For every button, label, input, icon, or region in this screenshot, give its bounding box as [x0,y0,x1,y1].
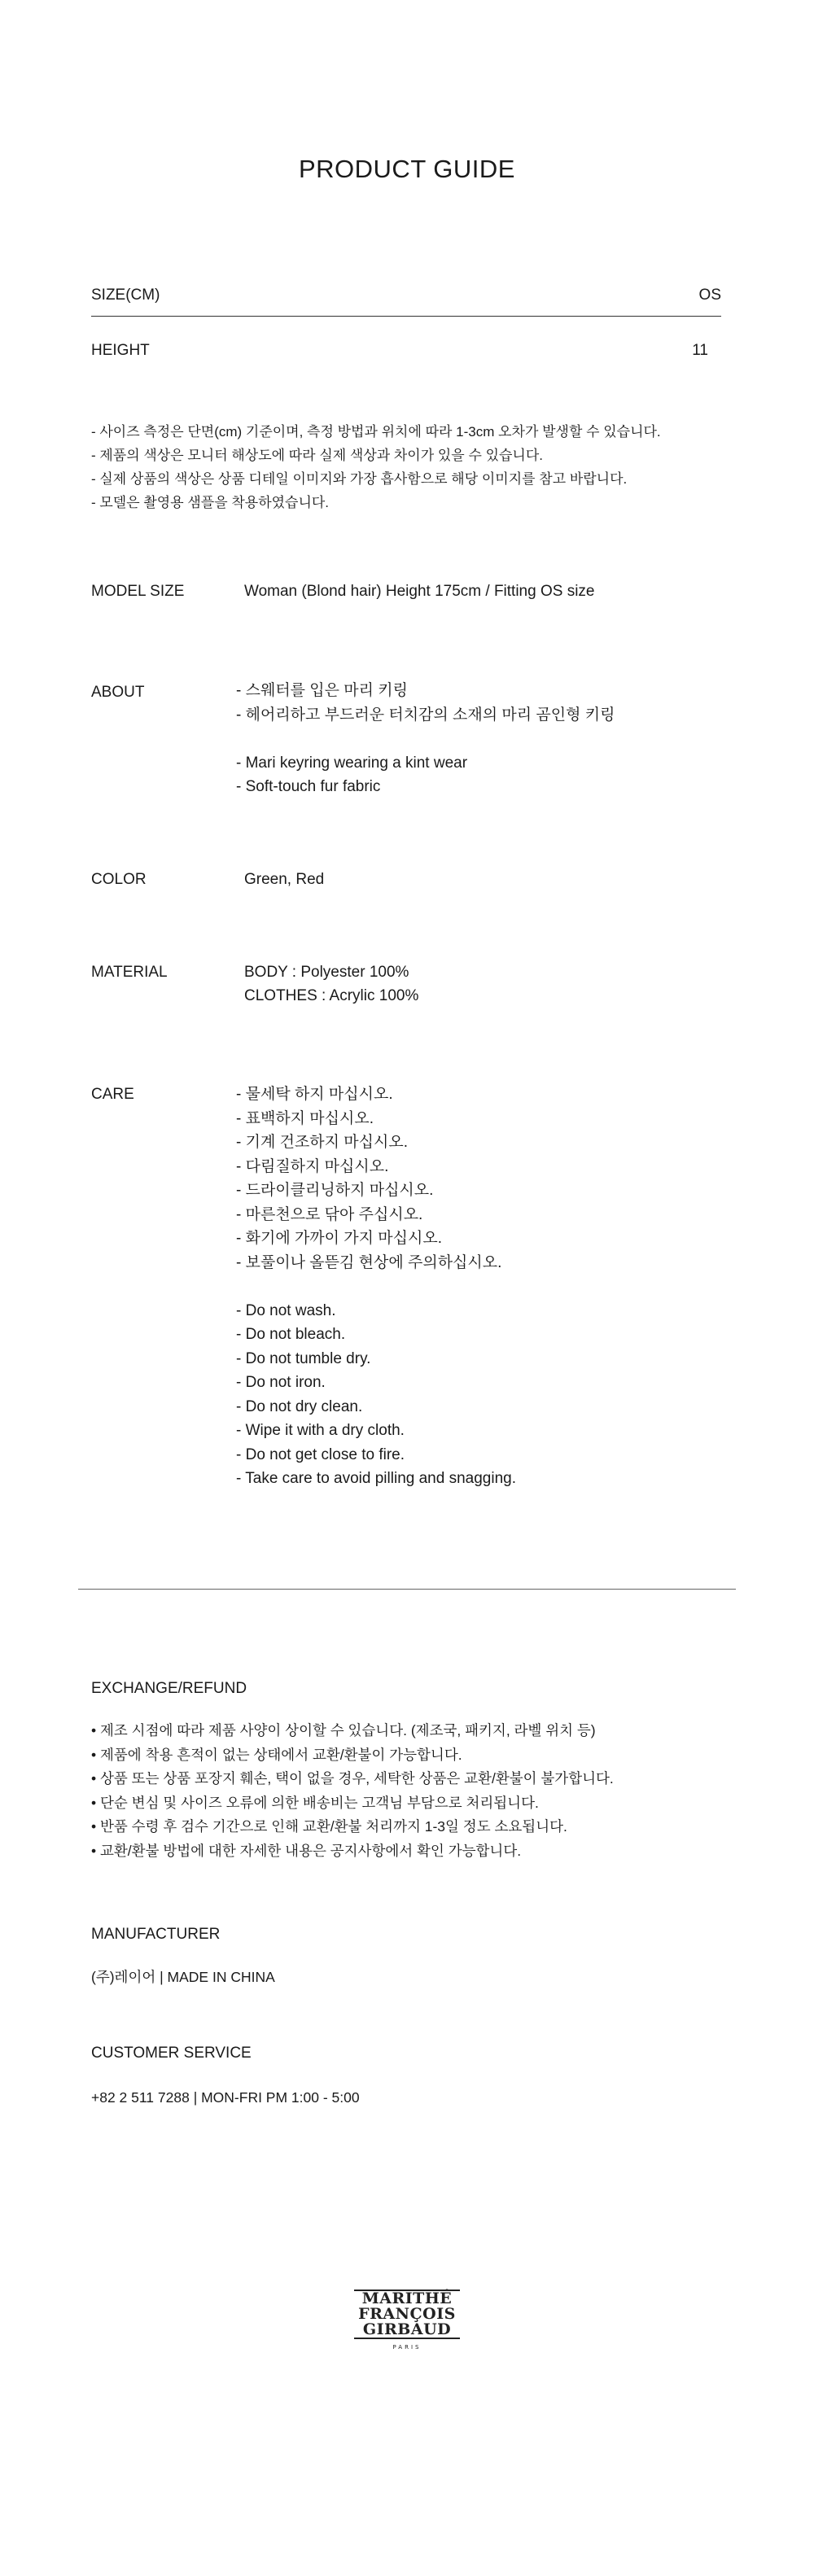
exchange-line: • 제조 시점에 따라 제품 사양이 상이할 수 있습니다. (제조국, 패키지, 라벨 위치 등) [91,1722,596,1738]
manufacturer-value: (주)레이어 | MADE IN CHINA [91,1969,275,1985]
care-line: - Do not dry clean. [236,1397,363,1415]
care-line: - Do not bleach. [236,1326,346,1343]
care-line: - Wipe it with a dry cloth. [236,1422,405,1439]
exchange-line: • 교환/환불 방법에 대한 자세한 내용은 공지사항에서 확인 가능합니다. [91,1842,522,1859]
about-line: - Mari keyring wearing a kint wear [236,754,468,772]
section-divider [78,1589,736,1590]
height-value: 11 [692,342,708,359]
material-list [244,960,418,1008]
care-line: - 물세탁 하지 마십시오. [236,1086,393,1103]
about-line: - 헤어리하고 부드러운 터치감의 소재의 마리 곰인형 키링 [236,706,615,724]
exchange-title: EXCHANGE/REFUND [91,1680,247,1697]
exchange-line: • 제품에 착용 흔적이 없는 상태에서 교환/환불이 가능합니다. [91,1746,462,1763]
size-table-row-height [91,342,708,360]
logo-line: GIRBAUD [362,2320,452,2338]
logo-line: MARITHÉ [361,2290,453,2307]
material-label: MATERIAL [91,964,168,981]
size-table-header [91,286,721,304]
manufacturer-title: MANUFACTURER [91,1926,221,1943]
model-size-label: MODEL SIZE [91,583,185,600]
care-line: - 기계 건조하지 마십시오. [236,1134,408,1151]
care-line: - 보풀이나 올뜯김 현상에 주의하십시오. [236,1253,502,1271]
customer-service-value: +82 2 511 7288 | MON-FRI PM 1:00 - 5:00 [91,2089,360,2106]
care-line: - 드라이클리닝하지 마십시오. [236,1182,434,1199]
page-title: PRODUCT GUIDE [298,155,515,183]
care-line: - Do not iron. [236,1374,326,1391]
care-line: - Do not get close to fire. [236,1445,405,1463]
material-line: BODY : Polyester 100% [244,964,409,981]
care-line: - 다림질하지 마십시오. [236,1157,389,1175]
size-table-divider [91,316,721,317]
size-notes [91,420,661,514]
care-line [236,1275,516,1299]
note-line: - 모델은 촬영용 샘플을 착용하였습니다. [91,495,330,510]
care-line: - Do not wash. [236,1301,336,1319]
customer-service-title: CUSTOMER SERVICE [91,2045,252,2062]
logo-line: FRANÇOIS [358,2305,456,2323]
height-label: HEIGHT [91,342,150,359]
about-line: - 스웨터를 입은 마리 키링 [236,682,408,699]
care-line: - 화기에 가까이 가지 마십시오. [236,1230,442,1247]
about-line: - Soft-touch fur fabric [236,778,381,795]
color-label: COLOR [91,871,147,888]
about-label: ABOUT [91,684,145,701]
about-line [236,727,615,751]
brand-logo [0,2290,814,2351]
exchange-line: • 단순 변심 및 사이즈 오류에 의한 배송비는 고객님 부담으로 처리됩니다. [91,1794,539,1811]
care-list [236,1082,516,1491]
model-size-value: Woman (Blond hair) Height 175cm / Fitting OS size [244,583,595,600]
exchange-line: • 상품 또는 상품 포장지 훼손, 택이 없을 경우, 세탁한 상품은 교환/환불이 불가합니다. [91,1770,614,1787]
material-line: CLOTHES : Acrylic 100% [244,987,419,1004]
care-line: - 표백하지 마십시오. [236,1109,374,1127]
size-header-label: SIZE(CM) [91,286,160,304]
exchange-list [91,1719,614,1863]
care-label: CARE [91,1086,134,1103]
about-list [236,679,615,799]
exchange-line: • 반품 수령 후 검수 기간으로 인해 교환/환불 처리까지 1-3일 정도 소요됩니다. [91,1818,567,1835]
logo-sub: PARIS [392,2344,422,2351]
care-line: - Take care to avoid pilling and snagging. [236,1470,516,1487]
color-value: Green, Red [244,871,325,888]
note-line: - 사이즈 측정은 단면(cm) 기준이며, 측정 방법과 위치에 따라 1-3cm 오차가 발생할 수 있습니다. [91,424,661,440]
note-line: - 제품의 색상은 모니터 해상도에 따라 실제 색상과 차이가 있을 수 있습니다. [91,448,543,463]
care-line: - 마른천으로 닦아 주십시오. [236,1205,423,1223]
size-header-os: OS [698,286,721,304]
note-line: - 실제 상품의 색상은 상품 디테일 이미지와 가장 흡사함으로 해당 이미지를 참고 바랍니다. [91,471,628,487]
care-line: - Do not tumble dry. [236,1349,371,1367]
